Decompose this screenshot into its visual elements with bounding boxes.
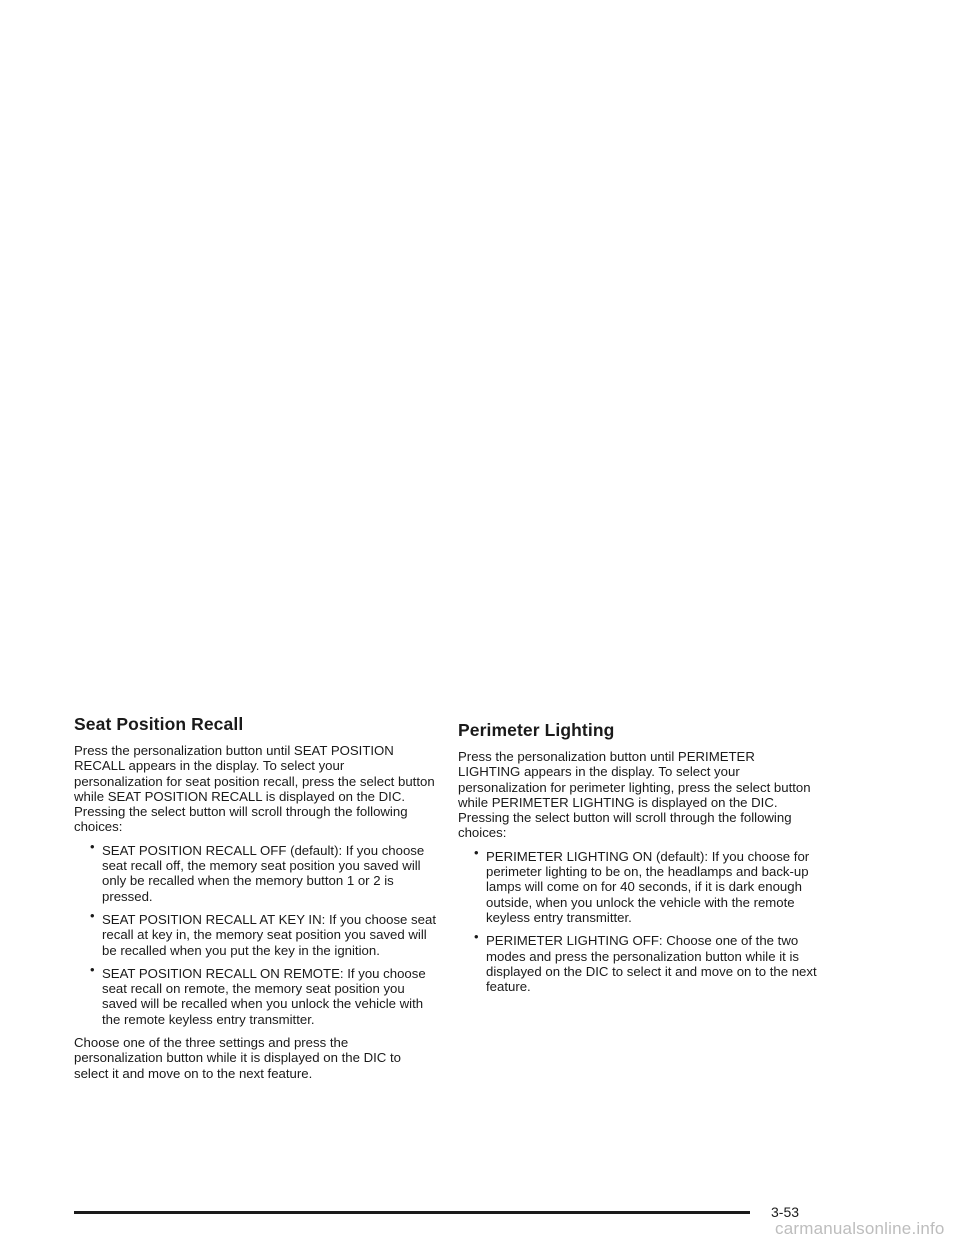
bullet-icon: • bbox=[90, 838, 95, 854]
watermark: carmanualsonline.info bbox=[775, 1219, 945, 1238]
list-item: • SEAT POSITION RECALL AT KEY IN: If you choose seat recall at key in, the memory seat position you saved will be recalled when you put the key in the ignition. bbox=[90, 907, 436, 958]
perimeter-lighting-section bbox=[458, 714, 820, 1002]
footer-rule bbox=[74, 1211, 750, 1214]
bullet-icon: • bbox=[474, 929, 479, 945]
list-item: • PERIMETER LIGHTING ON (default): If you choose for perimeter lighting to be on, the headlamps and back-up lamps will come on for 40 seconds, if it is dark enough outside, when you unlock the vehicle with the remote keyless entry transmitter. bbox=[474, 844, 810, 925]
list-item: • PERIMETER LIGHTING OFF: Choose one of the two modes and press the personalization button while it is displayed on the DIC to select it and move on to the next feature. bbox=[474, 929, 817, 995]
section-title: Perimeter Lighting bbox=[458, 720, 615, 740]
choice-list bbox=[74, 838, 436, 1027]
page-number: 3-53 bbox=[771, 1204, 800, 1220]
seat-position-recall-section bbox=[74, 714, 436, 1081]
section-intro: Press the personalization button until PERIMETER LIGHTING appears in the display. To select your personalization for perimeter lighting, press the select button while PERIMETER LIGHTING is displayed on the DIC. Pressing the select button will scroll through the following choices: bbox=[458, 749, 811, 841]
bullet-icon: • bbox=[90, 961, 95, 977]
section-outro: Choose one of the three settings and press the personalization button while it is displayed on the DIC to select it and move on to the next feature. bbox=[74, 1035, 401, 1081]
section-intro: Press the personalization button until SEAT POSITION RECALL appears in the display. To select your personalization for seat position recall, press the select button while SEAT POSITION RECALL is displayed on the DIC. Pressing the select button will scroll through the following choices: bbox=[74, 743, 435, 835]
section-title: Seat Position Recall bbox=[74, 714, 244, 734]
bullet-icon: • bbox=[474, 844, 479, 860]
bullet-icon: • bbox=[90, 907, 95, 923]
list-item: • SEAT POSITION RECALL ON REMOTE: If you choose seat recall on remote, the memory seat position you saved will be recalled when you unlock the vehicle with the remote keyless entry transmitter. bbox=[90, 961, 426, 1027]
choice-list bbox=[458, 844, 820, 995]
list-item: • SEAT POSITION RECALL OFF (default): If you choose seat recall off, the memory seat position you saved will only be recalled when the memory button 1 or 2 is pressed. bbox=[90, 838, 425, 904]
